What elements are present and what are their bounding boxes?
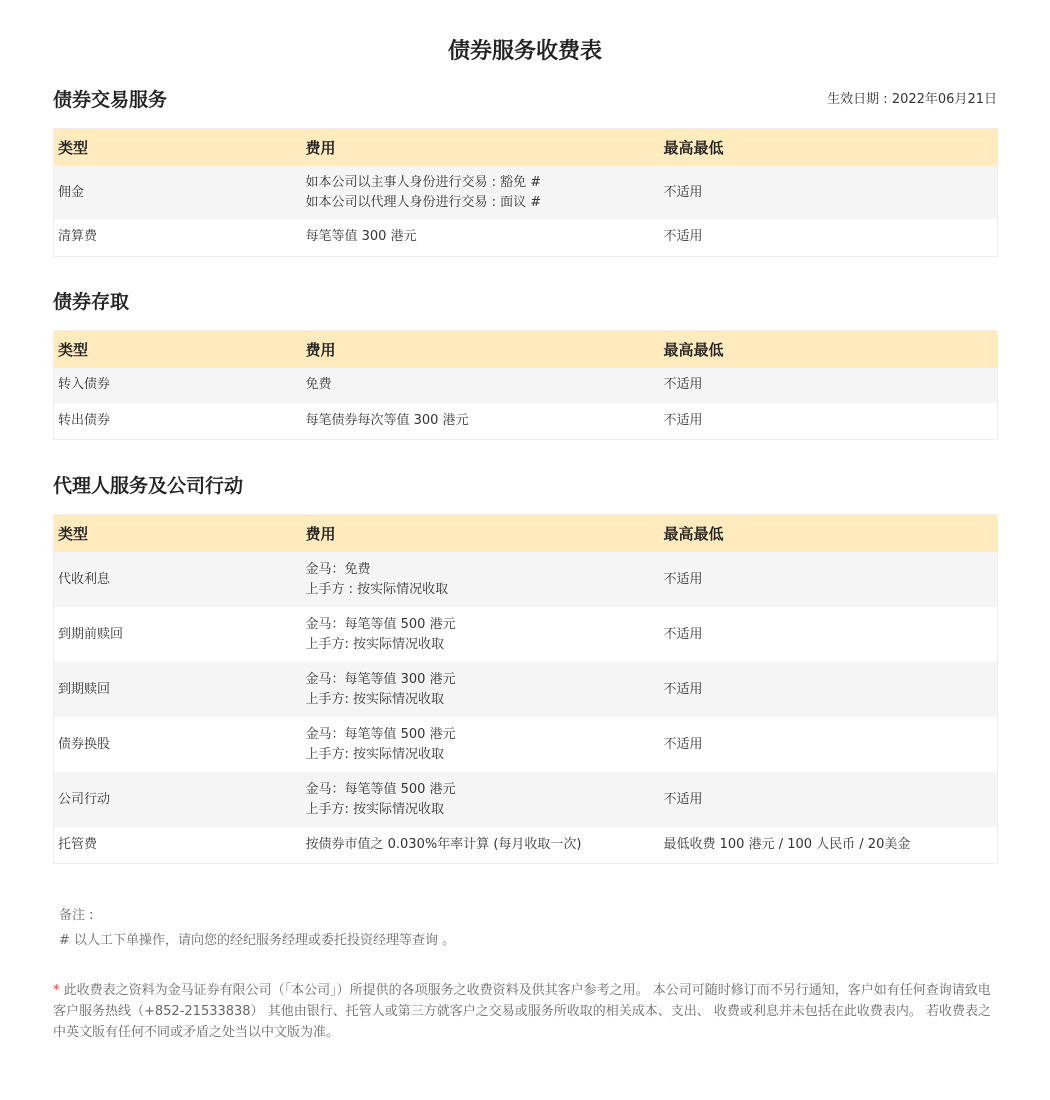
cell-type: 到期赎回 [54, 662, 302, 717]
header-type: 类型 [54, 515, 302, 553]
table-row [54, 219, 998, 256]
cell-type: 托管费 [58, 836, 98, 852]
fee-line: 金马：每笔等值 500 港元 [305, 726, 456, 742]
cell-limit: 不适用 [660, 772, 998, 827]
fee-line: 上手方: 按实际情况收取 [305, 691, 445, 707]
fee-line: 每笔等值 300 港元 [305, 229, 417, 245]
header-limit: 最高最低 [660, 129, 998, 167]
cell-fee [302, 827, 660, 863]
table-header-row [54, 129, 998, 167]
cell-limit: 不适用 [663, 736, 703, 752]
notes [53, 903, 997, 953]
fee-line: 上手方: 按实际情况收取 [305, 801, 445, 817]
effective-date: 生效日期 : 2022年06月21日 [827, 92, 997, 107]
cell-fee [302, 662, 660, 717]
cell-type: 转出债券 [58, 412, 111, 428]
cell-fee [302, 772, 660, 827]
fee-table-agent-services [53, 514, 998, 864]
cell-limit: 不适用 [660, 368, 998, 403]
table-row [54, 717, 998, 772]
table-row [54, 552, 998, 607]
header-type: 类型 [54, 129, 302, 167]
section-title: 债券交易服务 [53, 89, 168, 111]
fee-line: 上手方 : 按实际情况收取 [305, 581, 449, 597]
fee-line: 金马：每笔等值 300 港元 [305, 671, 456, 687]
notes-item: # 以人工下单操作，请向您的经纪服务经理或委托投资经理等查询 。 [59, 932, 456, 948]
table-row [54, 607, 998, 662]
cell-type: 公司行动 [54, 772, 302, 827]
cell-fee [302, 403, 660, 440]
header-fee: 费用 [302, 515, 660, 553]
disclaimer-asterisk: * [53, 982, 60, 998]
fee-line: 上手方: 按实际情况收取 [305, 636, 445, 652]
header-fee: 费用 [302, 330, 660, 368]
cell-type: 代收利息 [54, 552, 302, 607]
section-header-bond-deposit-withdrawal [53, 290, 997, 314]
cell-limit: 不适用 [660, 166, 998, 219]
fee-line: 金马：每笔等值 500 港元 [305, 616, 456, 632]
cell-limit: 不适用 [663, 412, 703, 428]
header-limit: 最高最低 [660, 515, 998, 553]
cell-limit: 不适用 [660, 552, 998, 607]
fee-table-bond-deposit-withdrawal [53, 330, 998, 441]
cell-fee [302, 552, 660, 607]
fee-table-bond-trading [53, 128, 998, 257]
cell-limit: 不适用 [663, 626, 703, 642]
section-header-agent-services [53, 474, 997, 498]
table-row [54, 166, 998, 219]
fee-line: 如本公司以代理人身份进行交易 : 面议 # [305, 194, 542, 210]
page-title: 债券服务收费表 [447, 39, 602, 64]
cell-limit: 不适用 [663, 229, 703, 245]
fee-line: 如本公司以主事人身份进行交易 : 豁免 # [305, 174, 542, 190]
cell-type: 到期前赎回 [58, 626, 124, 642]
cell-limit: 最低收费 100 港元 / 100 人民币 / 20美金 [663, 836, 911, 852]
fee-line: 金马：每笔等值 500 港元 [305, 781, 456, 797]
fee-line: 上手方: 按实际情况收取 [305, 746, 445, 762]
notes-label: 备注 : [59, 907, 94, 923]
fee-schedule-page [53, 0, 997, 1043]
cell-fee [302, 717, 660, 772]
cell-type: 清算费 [58, 229, 98, 245]
disclaimer [53, 980, 997, 1043]
table-header-row [54, 330, 998, 368]
table-row [54, 772, 998, 827]
cell-fee [302, 219, 660, 256]
fee-line: 免费 [305, 377, 332, 392]
section-title: 债券存取 [53, 290, 130, 313]
table-row [54, 368, 998, 403]
fee-line: 金马：免费 [305, 561, 371, 577]
cell-fee [302, 166, 660, 219]
cell-type: 债券换股 [58, 736, 111, 752]
cell-type: 转入债券 [54, 368, 302, 403]
cell-fee [302, 607, 660, 662]
header-limit: 最高最低 [660, 330, 998, 368]
section-title: 代理人服务及公司行动 [53, 475, 244, 497]
fee-line: 按债券市值之 0.030%年率计算 (每月收取一次) [305, 836, 582, 852]
table-row [54, 827, 998, 863]
fee-line: 每笔债券每次等值 300 港元 [305, 412, 469, 428]
table-row [54, 403, 998, 440]
header-fee: 费用 [302, 129, 660, 167]
section-header-bond-trading [53, 88, 997, 112]
cell-type: 佣金 [54, 166, 302, 219]
disclaimer-text: 此收费表之资料为金马证券有限公司（「本公司」）所提供的各项服务之收费资料及供其客户参考之用。 本公司可随时修订而不另行通知，客户如有任何查询请致电客户服务热线（+852-21533838） 其他由银行、托管人或第三方就客户之交易或服务所收取的相关成本、支出、 收费或利息并未包括在此收费表内。 若收费表之中英文版有任何不同或矛盾之处当以中文版为准。 [53, 982, 991, 1040]
table-header-row [54, 515, 998, 553]
cell-fee [302, 368, 660, 403]
table-row [54, 662, 998, 717]
header-type: 类型 [54, 330, 302, 368]
cell-limit: 不适用 [660, 662, 998, 717]
